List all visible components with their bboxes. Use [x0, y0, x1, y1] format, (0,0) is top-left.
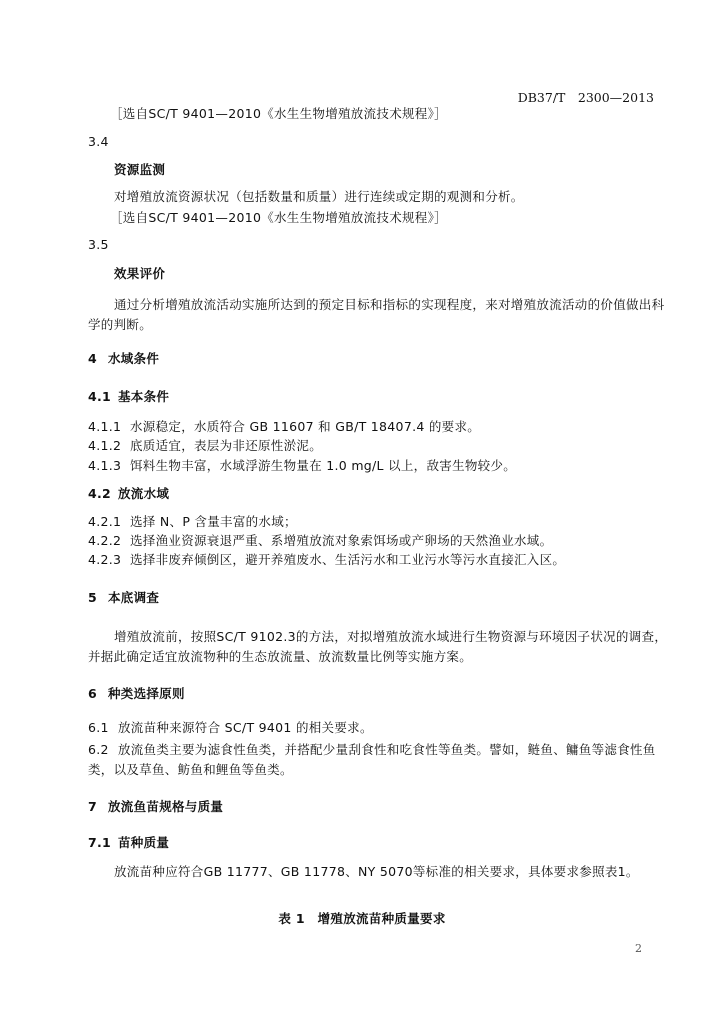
section-6-title: 种类选择原则	[108, 686, 185, 701]
section-5-heading	[88, 588, 159, 606]
clause-6-1	[88, 718, 373, 736]
source-note-3-3: ［选自SC/T 9401—2010《水生生物增殖放流技术规程》］	[110, 106, 447, 121]
item-number: 4.2.1	[88, 514, 122, 529]
item-number: 4.2.2	[88, 533, 122, 548]
section-4-number: 4	[88, 351, 97, 366]
clause-6-1-number: 6.1	[88, 720, 109, 735]
clause-3-5-definition-line-1: 通过分析增殖放流活动实施所达到的预定目标和指标的实现程度，来对增殖放流活动的价值做出科	[114, 297, 665, 312]
item-number: 4.1.3	[88, 458, 122, 473]
clause-6-1-text: 放流苗种来源符合 SC/T 9401 的相关要求。	[118, 720, 373, 735]
section-5-number: 5	[88, 590, 97, 605]
section-5-paragraph-line-2: 并据此确定适宜放流物种的生态放流量、放流数量比例等实施方案。	[88, 649, 473, 664]
list-item	[88, 512, 297, 530]
section-7-1-paragraph: 放流苗种应符合GB 11777、GB 11778、NY 5070等标准的相关要求，具体要求参照表1。	[114, 864, 639, 879]
section-7-1-number: 7.1	[88, 835, 112, 850]
section-7-title: 放流鱼苗规格与质量	[108, 799, 224, 814]
item-text: 饵料生物丰富，水域浮游生物量在 1.0 mg/L 以上，敌害生物较少。	[130, 458, 517, 473]
section-5-title: 本底调查	[108, 590, 160, 605]
section-5-paragraph-line-1: 增殖放流前，按照SC/T 9102.3的方法，对拟增殖放流水域进行生物资源与环境因子状况的调查，	[114, 629, 668, 644]
table-1-caption: 表 1 增殖放流苗种质量要求	[278, 911, 446, 926]
section-4-2-heading	[88, 484, 169, 502]
item-number: 4.1.1	[88, 419, 122, 434]
clause-3-4-source: ［选自SC/T 9401—2010《水生生物增殖放流技术规程》］	[110, 210, 447, 225]
item-number: 4.2.3	[88, 552, 122, 567]
section-7-1-heading	[88, 833, 169, 851]
clause-6-2-text-line-2: 类，以及草鱼、鲂鱼和鲤鱼等鱼类。	[88, 762, 293, 777]
item-text: 选择 N、P 含量丰富的水域；	[130, 514, 297, 529]
clause-3-4-definition: 对增殖放流资源状况（包括数量和质量）进行连续或定期的观测和分析。	[114, 189, 524, 204]
clause-3-4-number: 3.4	[88, 134, 109, 149]
list-item	[88, 456, 516, 474]
section-7-1-title: 苗种质量	[118, 835, 170, 850]
list-item	[88, 436, 322, 454]
clause-6-2	[88, 740, 656, 758]
section-7-heading	[88, 797, 223, 815]
page-number: 2	[635, 942, 642, 955]
list-item	[88, 550, 565, 568]
section-4-1-number: 4.1	[88, 389, 112, 404]
section-4-2-title: 放流水域	[118, 486, 170, 501]
section-4-title: 水域条件	[108, 351, 160, 366]
clause-6-2-text-line-1: 放流鱼类主要为滤食性鱼类，并搭配少量刮食性和吃食性等鱼类。譬如，鲢鱼、鳙鱼等滤食性鱼	[118, 742, 656, 757]
clause-3-5-number: 3.5	[88, 237, 109, 252]
item-text: 选择非废弃倾倒区，避开养殖废水、生活污水和工业污水等污水直接汇入区。	[130, 552, 566, 567]
item-text: 选择渔业资源衰退严重、系增殖放流对象索饵场或产卵场的天然渔业水域。	[130, 533, 553, 548]
clause-3-5-definition-line-2: 学的判断。	[88, 317, 153, 332]
section-4-1-heading	[88, 387, 169, 405]
clause-6-2-number: 6.2	[88, 742, 109, 757]
section-6-number: 6	[88, 686, 97, 701]
list-item	[88, 417, 480, 435]
item-number: 4.1.2	[88, 438, 122, 453]
section-4-2-number: 4.2	[88, 486, 112, 501]
item-text: 水源稳定，水质符合 GB 11607 和 GB/T 18407.4 的要求。	[130, 419, 481, 434]
section-6-heading	[88, 684, 185, 702]
section-7-number: 7	[88, 799, 97, 814]
item-text: 底质适宜，表层为非还原性淤泥。	[130, 438, 323, 453]
section-4-heading	[88, 349, 159, 367]
doc-code-header: DB37/T 2300—2013	[517, 90, 654, 105]
list-item	[88, 531, 552, 549]
clause-3-4-term: 资源监测	[114, 162, 166, 177]
section-4-1-title: 基本条件	[118, 389, 170, 404]
clause-3-5-term: 效果评价	[114, 266, 166, 281]
